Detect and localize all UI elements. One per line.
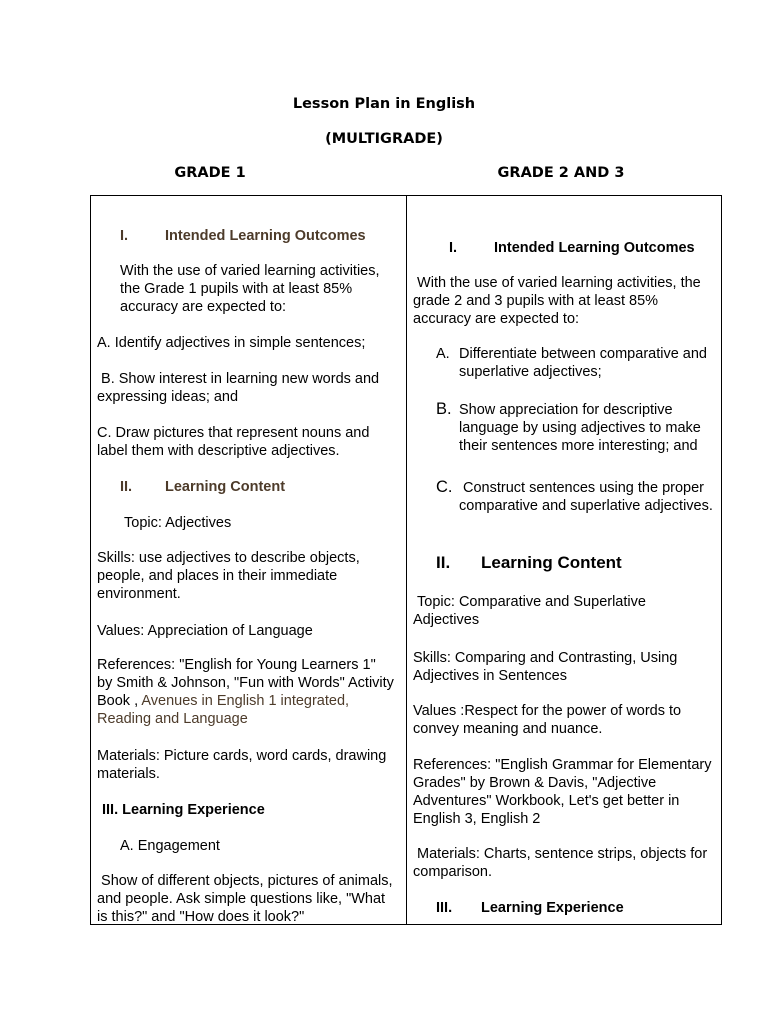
grade23-outcomes-heading: Intended Learning Outcomes bbox=[494, 240, 695, 256]
grade23-content-heading: Learning Content bbox=[481, 553, 622, 572]
grade23-values: Values :Respect for the power of words to convey meaning and nuance. bbox=[413, 703, 682, 737]
grade1-content-number: II. bbox=[120, 479, 133, 495]
grade23-content-number: II. bbox=[436, 553, 451, 572]
grade1-objective-c: C. Draw pictures that represent nouns and label them with descriptive adjectives. bbox=[97, 425, 370, 459]
grade1-references-book: Avenues in English 1 integrated, Reading and Language bbox=[97, 693, 350, 727]
document-title: Lesson Plan in English bbox=[292, 96, 476, 112]
grade23-experience-number: III. bbox=[436, 900, 453, 916]
grade23-objective-c-number: C. bbox=[436, 478, 453, 496]
grade1-outcomes-heading: Intended Learning Outcomes bbox=[165, 228, 366, 244]
grade23-references: References: "English Grammar for Elementary Grades" by Brown & Davis, "Adjective Adventures" Workbook, Let's get better in English 3, English 2 bbox=[413, 757, 712, 827]
grade23-skills: Skills: Comparing and Contrasting, Using Adjectives in Sentences bbox=[413, 650, 678, 684]
document-subtitle: (MULTIGRADE) bbox=[325, 131, 443, 147]
column-header-grade-1: GRADE 1 bbox=[174, 165, 246, 181]
grade23-outcomes-intro: With the use of varied learning activities, the grade 2 and 3 pupils with at least 85% accuracy are expected to: bbox=[413, 275, 705, 327]
grade23-objective-a-number: A. bbox=[436, 346, 450, 362]
grade1-references-text: References: "English for Young Learners 1" by Smith & Johnson, "Fun with Words" Activity Book , bbox=[97, 657, 398, 709]
grade1-references bbox=[97, 656, 398, 728]
grade23-materials: Materials: Charts, sentence strips, objects for comparison. bbox=[413, 846, 712, 880]
grade23-topic: Topic: Comparative and Superlative Adjectives bbox=[413, 594, 650, 628]
grade1-objective-b: B. Show interest in learning new words and expressing ideas; and bbox=[97, 371, 384, 405]
grade23-outcomes-number: I. bbox=[449, 240, 458, 256]
grade23-objective-a: Differentiate between comparative and superlative adjectives; bbox=[459, 346, 707, 380]
grade1-topic: Topic: Adjectives bbox=[124, 515, 232, 531]
grade1-skills: Skills: use adjectives to describe objects, people, and places in their immediate environment. bbox=[97, 550, 360, 602]
grade23-objective-b-number: B. bbox=[436, 400, 452, 418]
grade1-outcomes-intro: With the use of varied learning activities, the Grade 1 pupils with at least 85% accuracy are expected to: bbox=[120, 263, 380, 315]
grade1-materials: Materials: Picture cards, word cards, drawing materials. bbox=[97, 748, 387, 782]
grade1-outcomes-number: I. bbox=[120, 228, 129, 244]
grade23-objective-b: Show appreciation for descriptive language by using adjectives to make their sentences more interesting; and bbox=[459, 402, 701, 454]
grade23-objective-c: Construct sentences using the proper comparative and superlative adjectives. bbox=[459, 480, 713, 514]
grade1-values: Values: Appreciation of Language bbox=[97, 623, 313, 639]
column-header-grade-2-3: GRADE 2 AND 3 bbox=[497, 165, 625, 181]
grade23-experience-heading: Learning Experience bbox=[481, 900, 624, 916]
grade1-experience-heading: III. Learning Experience bbox=[102, 802, 265, 818]
grade1-engagement: A. Engagement bbox=[120, 838, 220, 854]
column-divider bbox=[406, 195, 407, 925]
grade1-engagement-text: Show of different objects, pictures of animals, and people. Ask simple questions like, "What is this?" and "How does it look?" bbox=[97, 873, 397, 925]
grade1-objective-a: A. Identify adjectives in simple sentences; bbox=[97, 335, 366, 351]
grade1-content-heading: Learning Content bbox=[165, 479, 286, 495]
